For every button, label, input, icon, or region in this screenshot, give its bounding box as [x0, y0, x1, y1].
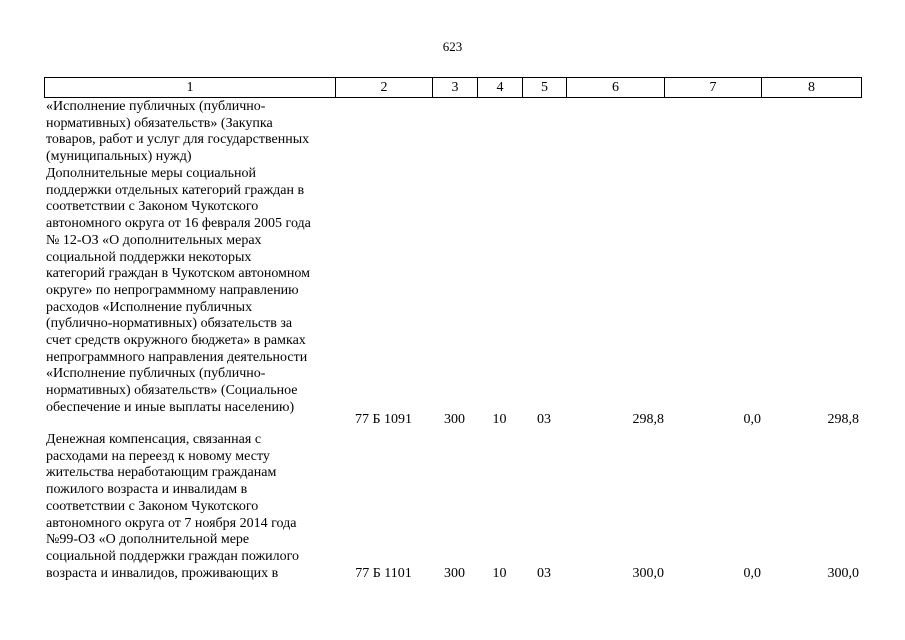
header-cell-8: 8	[762, 78, 862, 98]
description-line: категорий граждан в Чукотском автономном	[46, 266, 310, 282]
cell-vr: 300	[444, 412, 465, 427]
cell-col6: 300,0	[632, 566, 664, 581]
description-line: «Исполнение публичных (публично-	[46, 366, 266, 382]
description-line: округе» по непрограммному направлению	[46, 282, 299, 298]
cell-code: 77 Б 1091	[354, 412, 413, 427]
cell-col6: 298,8	[632, 412, 664, 427]
description-line: социальной поддержки некоторых	[46, 249, 252, 265]
description-line: социальной поддержки граждан пожилого	[46, 548, 300, 564]
description-line: жительства неработающим гражданам	[46, 465, 277, 481]
description-line: автономного округа от 16 февраля 2005 года	[46, 216, 311, 232]
description-line: нормативных) обязательств» (Закупка	[46, 115, 273, 131]
description-line: соответствии с Законом Чукотского	[46, 199, 259, 215]
cell-rz: 10	[492, 566, 507, 581]
description-line: расходов «Исполнение публичных	[46, 299, 253, 315]
description-line: товаров, работ и услуг для государственных	[46, 132, 310, 148]
description-line: нормативных) обязательств» (Социальное	[46, 383, 298, 399]
header-cell-4: 4	[478, 78, 523, 98]
header-cell-6: 6	[567, 78, 665, 98]
description-line: счет средств окружного бюджета» в рамках	[46, 333, 306, 349]
description-line: автономного округа от 7 ноября 2014 года	[46, 515, 297, 531]
cell-col8: 298,8	[827, 412, 859, 427]
header-cell-7: 7	[665, 78, 762, 98]
description-line: поддержки отдельных категорий граждан в	[46, 182, 305, 198]
header-cell-1: 1	[45, 78, 336, 98]
cell-col7: 0,0	[743, 566, 761, 581]
description-line: обеспечение и иные выплаты населению)	[46, 399, 295, 415]
header-cell-2: 2	[336, 78, 433, 98]
page-number: 623	[442, 39, 463, 54]
cell-col8: 300,0	[827, 566, 859, 581]
description-line: «Исполнение публичных (публично-	[46, 99, 266, 114]
cell-col7: 0,0	[743, 412, 761, 427]
description-line: Денежная компенсация, связанная с	[46, 432, 262, 447]
cell-pr: 03	[537, 412, 551, 427]
table-row-description	[46, 166, 346, 417]
description-line: соответствии с Законом Чукотского	[46, 498, 259, 514]
cell-vr: 300	[444, 566, 465, 581]
description-line: №99-ОЗ «О дополнительной мере	[46, 532, 250, 548]
cell-pr: 03	[537, 566, 551, 581]
table-header	[44, 77, 862, 98]
header-cell-5: 5	[523, 78, 567, 98]
table-row-description	[46, 432, 346, 582]
header-cell-3: 3	[433, 78, 478, 98]
description-line: непрограммного направления деятельности	[46, 349, 308, 365]
description-line: № 12-ОЗ «О дополнительных мерах	[46, 232, 262, 248]
cell-code: 77 Б 1101	[355, 566, 412, 581]
description-line: возраста и инвалидов, проживающих в	[46, 565, 279, 581]
description-line: пожилого возраста и инвалидам в	[46, 482, 248, 498]
description-line: Дополнительные меры социальной	[46, 166, 257, 181]
description-line: расходами на переезд к новому месту	[46, 448, 270, 464]
description-line: (публично-нормативных) обязательств за	[46, 316, 293, 332]
table-row-description	[46, 99, 346, 166]
cell-rz: 10	[492, 412, 507, 427]
description-line: (муниципальных) нужд)	[46, 149, 192, 165]
